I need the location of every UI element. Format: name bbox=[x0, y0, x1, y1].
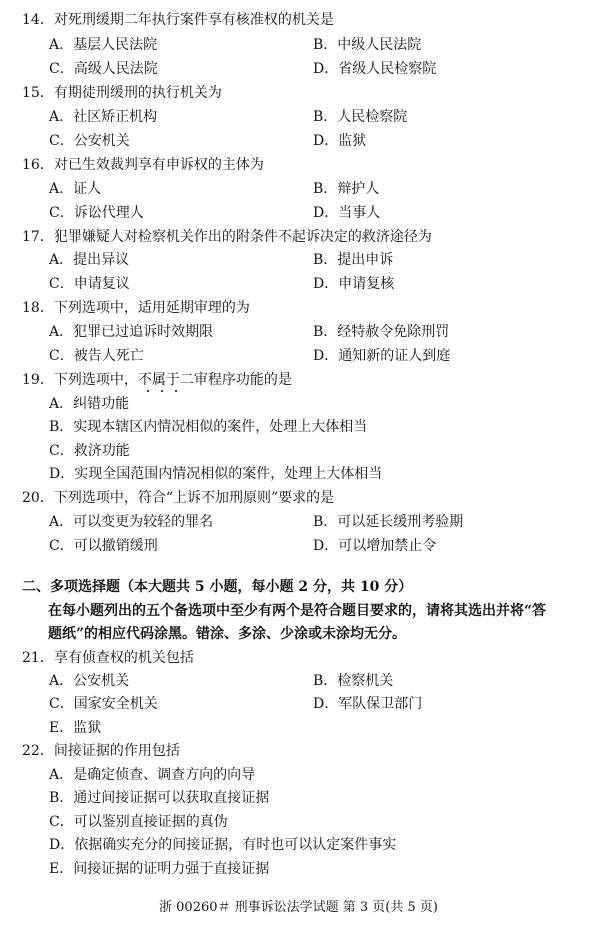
question-22-stem: 22．间接证据的作用包括 bbox=[22, 743, 180, 759]
question-17-option-c: C．申请复议 bbox=[49, 276, 130, 292]
question-21-option-c: C．国家安全机关 bbox=[49, 696, 158, 712]
question-19-stem bbox=[22, 371, 292, 389]
question-15-option-d: D．监狱 bbox=[313, 133, 367, 149]
question-21-option-a: A．公安机关 bbox=[49, 673, 130, 689]
question-22-option-a: A．是确定侦查、调查方向的向导 bbox=[49, 767, 256, 783]
question-21-stem: 21．享有侦查权的机关包括 bbox=[22, 650, 194, 666]
question-19-option-c: C．救济功能 bbox=[49, 443, 130, 459]
question-22-option-c: C．可以鉴别直接证据的真伪 bbox=[49, 814, 228, 830]
question-15-option-a: A．社区矫正机构 bbox=[49, 109, 158, 125]
question-17-stem: 17．犯罪嫌疑人对检察机关作出的附条件不起诉决定的救济途径为 bbox=[22, 229, 432, 245]
question-22-option-e: E．间接证据的证明力强于直接证据 bbox=[49, 861, 270, 877]
question-15-option-c: C．公安机关 bbox=[49, 133, 130, 149]
question-18-stem: 18．下列选项中，适用延期审理的为 bbox=[22, 300, 250, 316]
question-15-option-b: B．人民检察院 bbox=[313, 109, 408, 125]
question-16-option-c: C．诉讼代理人 bbox=[49, 205, 144, 221]
question-20-option-b: B．可以延长缓刑考验期 bbox=[313, 514, 464, 530]
question-21-option-d: D．军队保卫部门 bbox=[313, 696, 423, 712]
question-19-stem-post: 二审程序功能的是 bbox=[179, 372, 292, 388]
section-2-title: 二、多项选择题（本大题共 5 小题，每小题 2 分，共 10 分） bbox=[22, 579, 413, 595]
question-21-option-b: B．检察机关 bbox=[313, 673, 394, 689]
question-14-option-c: C．高级人民法院 bbox=[49, 61, 158, 77]
question-18-option-a: A．犯罪已过追诉时效期限 bbox=[49, 324, 214, 340]
question-15-stem: 15．有期徒刑缓刑的执行机关为 bbox=[22, 85, 222, 101]
question-16-option-b: B．辩护人 bbox=[313, 181, 380, 197]
question-22-option-b: B．通过间接证据可以获取直接证据 bbox=[49, 790, 270, 806]
question-14-stem: 14．对死刑缓期二年执行案件享有核准权的机关是 bbox=[22, 12, 334, 28]
question-14-option-d: D．省级人民检察院 bbox=[313, 61, 437, 77]
question-18-option-b: B．经特赦令免除刑罚 bbox=[313, 324, 450, 340]
question-16-option-a: A．证人 bbox=[49, 181, 102, 197]
question-18-option-d: D．通知新的证人到庭 bbox=[313, 348, 451, 364]
question-19-option-b: B．实现本辖区内情况相似的案件，处理上大体相当 bbox=[49, 419, 368, 435]
question-17-option-a: A．提出异议 bbox=[49, 252, 130, 268]
question-19-option-d: D．实现全国范围内情况相似的案件，处理上大体相当 bbox=[49, 466, 383, 482]
question-16-stem: 16．对已生效裁判享有申诉权的主体为 bbox=[22, 157, 264, 173]
question-19-option-a: A．纠错功能 bbox=[49, 396, 130, 412]
question-20-option-a: A．可以变更为较轻的罪名 bbox=[49, 514, 214, 530]
question-19-stem-pre: 19．下列选项中， bbox=[22, 372, 138, 388]
question-18-option-c: C．被告人死亡 bbox=[49, 348, 144, 364]
question-14-option-a: A．基层人民法院 bbox=[49, 37, 158, 53]
question-14-option-b: B．中级人民法院 bbox=[313, 37, 422, 53]
question-22-option-d: D．依据确实充分的间接证据，有时也可以认定案件事实 bbox=[49, 837, 397, 853]
question-17-option-b: B．提出申诉 bbox=[313, 252, 394, 268]
question-20-option-d: D．可以增加禁止令 bbox=[313, 538, 437, 554]
question-19-emphasis: 不属于 bbox=[137, 372, 180, 388]
page-footer: 浙 00260＃ 刑事诉讼法学试题 第 3 页(共 5 页) bbox=[159, 900, 438, 915]
question-20-stem: 20．下列选项中，符合“上诉不加刑原则”要求的是 bbox=[22, 490, 335, 506]
question-20-option-c: C．可以撤销缓刑 bbox=[49, 538, 158, 554]
section-2-instruction-line-2: 题纸”的相应代码涂黑。错涂、多涂、少涂或未涂均无分。 bbox=[48, 626, 407, 642]
question-16-option-d: D．当事人 bbox=[313, 205, 381, 221]
question-17-option-d: D．申请复核 bbox=[313, 276, 395, 292]
question-21-option-e: E．监狱 bbox=[49, 720, 102, 736]
section-2-instruction-line-1: 在每小题列出的五个备选项中至少有两个是符合题目要求的，请将其选出并将“答 bbox=[48, 603, 547, 619]
